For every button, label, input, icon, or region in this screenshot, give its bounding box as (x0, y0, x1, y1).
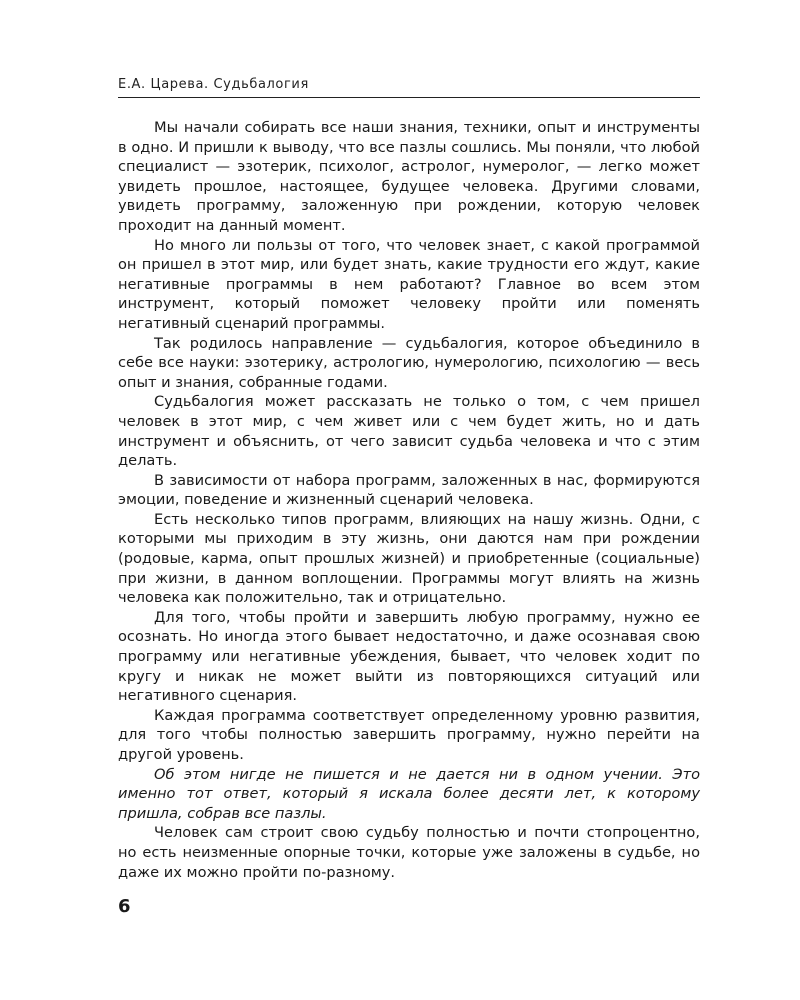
paragraph: В зависимости от набора программ, заложенных в нас, формируются эмоции, поведение и жизненный сценарий человека. (118, 471, 700, 509)
paragraph: Каждая программа соответствует определенному уровню развития, для того чтобы полностью завершить программу, нужно перейти на другой уровень. (118, 706, 700, 763)
running-head: Е.А. Царева. Судьбалогия (118, 76, 700, 98)
paragraph: Судьбалогия может рассказать не только о том, с чем пришел человек в этот мир, с чем живет или с чем будет жить, но и дать инструмент и объяснить, от чего зависит судьба человека и что с этим делать. (118, 393, 700, 470)
paragraph: Но много ли пользы от того, что человек знает, с какой программой он пришел в этот мир, или будет знать, какие трудности его ждут, какие негативные программы в нем работают? Главное во всем этом инструмент, который поможет человеку пройти или поменять негативный сценарий программы. (118, 236, 700, 332)
paragraph: Есть несколько типов программ, влияющих на нашу жизнь. Одни, с которыми мы приходим в эту жизнь, они даются нам при рождении (родовые, карма, опыт прошлых жизней) и приобретенные (социальные) при жизни, в данном воплощении. Программы могут влиять на жизнь человека как положительно, так и отрицательно. (118, 510, 700, 607)
paragraph: Человек сам строит свою судьбу полностью и почти стопроцентно, но есть неизменные опорные точки, которые уже заложены в судьбе, но даже их можно пройти по-разному. (118, 824, 700, 881)
italic-paragraph: Об этом нигде не пишется и не дается ни в одном учении. Это именно тот ответ, который я искала более десяти лет, к которому пришла, собрав все пазлы. (118, 765, 700, 822)
paragraph: Так родилось направление — судьбалогия, которое объединило в себе все науки: эзотерику, астрологию, нумерологию, психологию — весь опыт и знания, собранные годами. (118, 334, 700, 391)
body-text (118, 118, 700, 882)
paragraph: Мы начали собирать все наши знания, техники, опыт и инструменты в одно. И пришли к выводу, что все пазлы сошлись. Мы поняли, что любой специалист — эзотерик, психолог, астролог, нумеролог, — легко может увидеть прошлое, настоящее, будущее человека. Другими словами, увидеть программу, заложенную при рождении, которую человек проходит на данный момент. (118, 119, 700, 234)
paragraph: Для того, чтобы пройти и завершить любую программу, нужно ее осознать. Но иногда этого бывает недостаточно, и даже осознавая свою программу или негативные убеждения, бывает, что человек ходит по кругу и никак не может выйти из повторяющихся ситуаций или негативного сценария. (118, 608, 700, 705)
page-number: 6 (118, 896, 131, 917)
book-page (118, 76, 700, 882)
